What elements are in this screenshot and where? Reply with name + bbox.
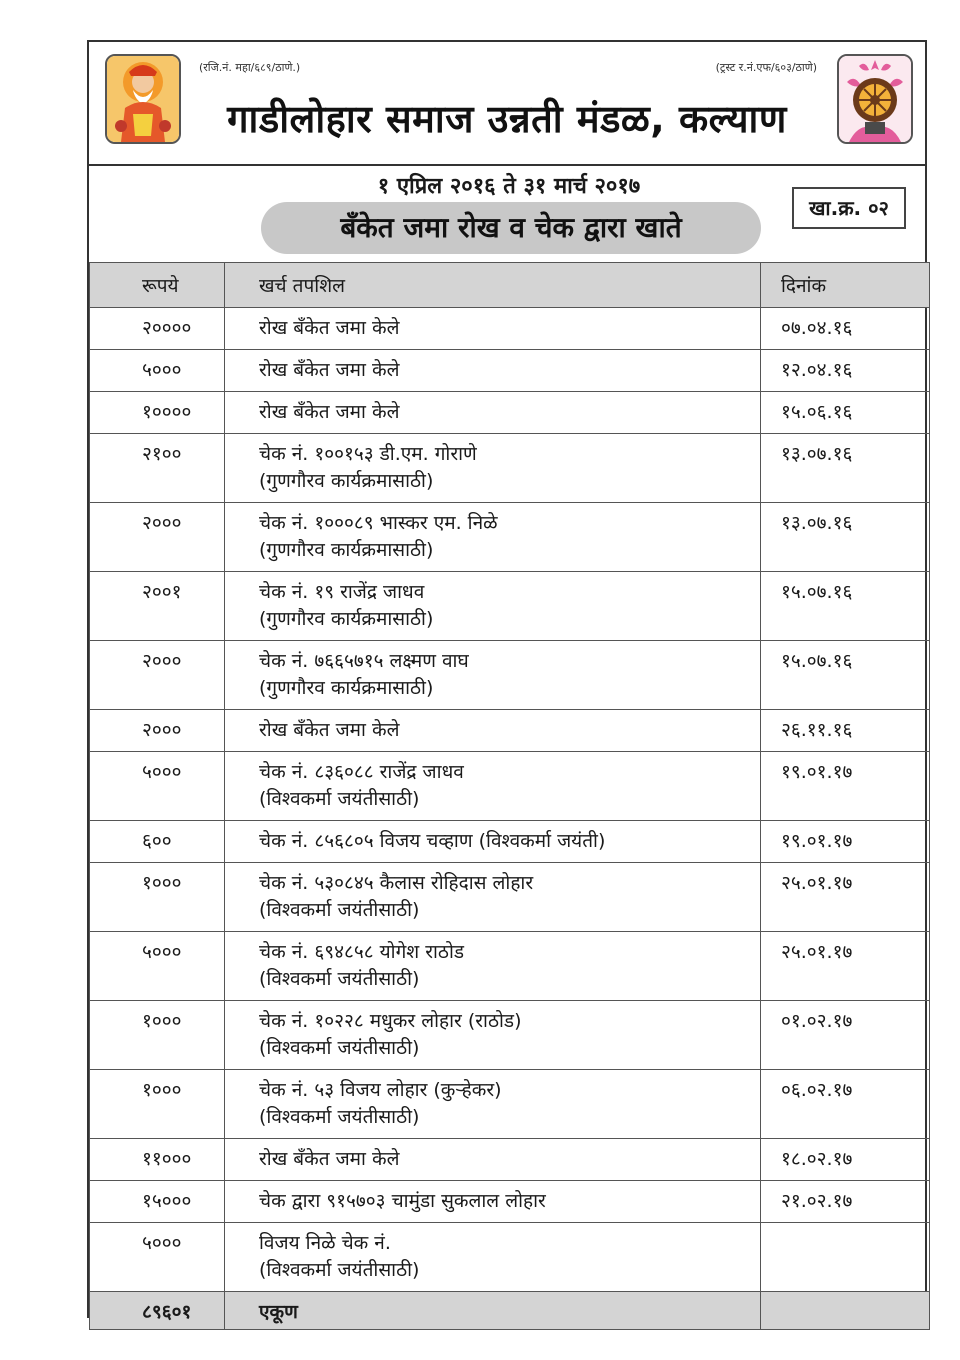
table-row (90, 1223, 930, 1292)
details-cell (225, 863, 761, 932)
registration-number: (रजि.नं. महा/६८९/ठाणे.) (199, 61, 301, 74)
date-cell: १९.०१.१७ (761, 821, 930, 863)
details-cell (225, 572, 761, 641)
table-row (90, 932, 930, 1001)
amount-cell: ६०० (90, 821, 225, 863)
table-row (90, 821, 930, 863)
details-line: चेक नं. १०००८९ भास्कर एम. निळे (259, 512, 498, 534)
date-cell: १३.०७.१६ (761, 503, 930, 572)
details-cell (225, 1070, 761, 1139)
date-cell: १२.०४.१६ (761, 350, 930, 392)
amount-cell: ५००० (90, 1223, 225, 1292)
details-line: चेक नं. ८३६०८८ राजेंद्र जाधव (259, 761, 464, 783)
date-cell: २५.०१.१७ (761, 863, 930, 932)
column-header-amount: रूपये (90, 263, 225, 308)
details-line: रोख बँकेत जमा केले (259, 317, 400, 339)
details-line: चेक नं. १०२२८ मधुकर लोहार (राठोड) (259, 1010, 522, 1032)
date-cell: १५.०६.१६ (761, 392, 930, 434)
amount-cell: २००१ (90, 572, 225, 641)
document-frame (87, 40, 927, 1323)
details-line: (गुणगौरव कार्यक्रमासाठी) (259, 470, 434, 492)
table-row (90, 710, 930, 752)
details-cell (225, 434, 761, 503)
total-row (90, 1292, 930, 1330)
details-line: चेक नं. ८५६८०५ विजय चव्हाण (विश्वकर्मा जयंती) (259, 830, 606, 852)
amount-cell: ५००० (90, 752, 225, 821)
details-line: (विश्वकर्मा जयंतीसाठी) (259, 1106, 420, 1128)
chariot-wheel-lotus-icon (837, 54, 913, 144)
table-row (90, 1001, 930, 1070)
details-line: रोख बँकेत जमा केले (259, 359, 400, 381)
ledger-title: बँकेत जमा रोख व चेक द्वारा खाते (261, 202, 761, 254)
table-row (90, 503, 930, 572)
date-cell: २६.११.१६ (761, 710, 930, 752)
details-line: चेक नं. १००१५३ डी.एम. गोराणे (259, 443, 477, 465)
table-row (90, 752, 930, 821)
table-row (90, 863, 930, 932)
details-cell (225, 1001, 761, 1070)
details-line: चेक नं. ७६६५७१५ लक्ष्मण वाघ (259, 650, 469, 672)
amount-cell: १५००० (90, 1181, 225, 1223)
details-cell (225, 710, 761, 752)
date-cell: १३.०७.१६ (761, 434, 930, 503)
account-number-box: खा.क्र. ०२ (792, 187, 906, 229)
details-line: रोख बँकेत जमा केले (259, 1148, 400, 1170)
table-row (90, 434, 930, 503)
details-cell (225, 821, 761, 863)
details-cell (225, 1181, 761, 1223)
details-line: चेक नं. १९ राजेंद्र जाधव (259, 581, 425, 603)
table-row (90, 1181, 930, 1223)
details-cell (225, 641, 761, 710)
details-line: रोख बँकेत जमा केले (259, 401, 400, 423)
organization-name: गाडीलोहार समाज उन्नती मंडळ, कल्याण (227, 97, 787, 141)
date-cell: १८.०२.१७ (761, 1139, 930, 1181)
details-cell (225, 932, 761, 1001)
table-row (90, 1070, 930, 1139)
ledger-table (89, 262, 930, 1330)
financial-period: १ एप्रिल २०१६ ते ३१ मार्च २०१७ (377, 174, 641, 199)
details-line: चेक द्वारा ९१५७०३ चामुंडा सुकलाल लोहार (259, 1190, 546, 1212)
details-cell (225, 752, 761, 821)
amount-cell: २००० (90, 710, 225, 752)
details-cell (225, 392, 761, 434)
date-cell: १५.०७.१६ (761, 572, 930, 641)
details-line: (गुणगौरव कार्यक्रमासाठी) (259, 677, 434, 699)
table-row (90, 308, 930, 350)
date-cell: ०१.०२.१७ (761, 1001, 930, 1070)
letterhead (89, 42, 925, 166)
details-line: (विश्वकर्मा जयंतीसाठी) (259, 968, 420, 990)
trust-registration-number: (ट्रस्ट र.नं.एफ/६०३/ठाणे) (715, 61, 817, 74)
details-line: विजय निळे चेक नं. (259, 1232, 391, 1254)
table-row (90, 641, 930, 710)
details-cell (225, 1139, 761, 1181)
amount-cell: २०००० (90, 308, 225, 350)
amount-cell: २००० (90, 641, 225, 710)
amount-cell: १००० (90, 863, 225, 932)
deity-portrait-icon (105, 54, 181, 144)
details-line: चेक नं. ५३०८४५ कैलास रोहिदास लोहार (259, 872, 534, 894)
amount-cell: ११००० (90, 1139, 225, 1181)
date-cell: २१.०२.१७ (761, 1181, 930, 1223)
date-cell: २५.०१.१७ (761, 932, 930, 1001)
total-date-cell (761, 1292, 930, 1330)
details-line: चेक नं. ६९४८५८ योगेश राठोड (259, 941, 465, 963)
details-line: रोख बँकेत जमा केले (259, 719, 400, 741)
details-line: चेक नं. ५३ विजय लोहार (कुऱ्हेकर) (259, 1079, 502, 1101)
details-line: (विश्वकर्मा जयंतीसाठी) (259, 1259, 420, 1281)
details-line: (गुणगौरव कार्यक्रमासाठी) (259, 539, 434, 561)
date-cell (761, 1223, 930, 1292)
date-cell: ०६.०२.१७ (761, 1070, 930, 1139)
date-cell: १५.०७.१६ (761, 641, 930, 710)
table-row (90, 350, 930, 392)
total-amount: ८९६०१ (90, 1292, 225, 1330)
amount-cell: ५००० (90, 350, 225, 392)
amount-cell: १००० (90, 1070, 225, 1139)
amount-cell: १००० (90, 1001, 225, 1070)
table-row (90, 572, 930, 641)
column-header-details: खर्च तपशिल (225, 263, 761, 308)
column-header-date: दिनांक (761, 263, 930, 308)
total-label: एकूण (225, 1292, 761, 1330)
details-cell (225, 1223, 761, 1292)
table-row (90, 392, 930, 434)
table-row (90, 1139, 930, 1181)
amount-cell: ५००० (90, 932, 225, 1001)
details-cell (225, 503, 761, 572)
amount-cell: २००० (90, 503, 225, 572)
date-cell: ०७.०४.१६ (761, 308, 930, 350)
table-header-row (90, 263, 930, 308)
details-line: (विश्वकर्मा जयंतीसाठी) (259, 788, 420, 810)
amount-cell: १०००० (90, 392, 225, 434)
details-line: (विश्वकर्मा जयंतीसाठी) (259, 1037, 420, 1059)
date-cell: १९.०१.१७ (761, 752, 930, 821)
details-cell (225, 308, 761, 350)
details-line: (विश्वकर्मा जयंतीसाठी) (259, 899, 420, 921)
details-line: (गुणगौरव कार्यक्रमासाठी) (259, 608, 434, 630)
amount-cell: २१०० (90, 434, 225, 503)
details-cell (225, 350, 761, 392)
